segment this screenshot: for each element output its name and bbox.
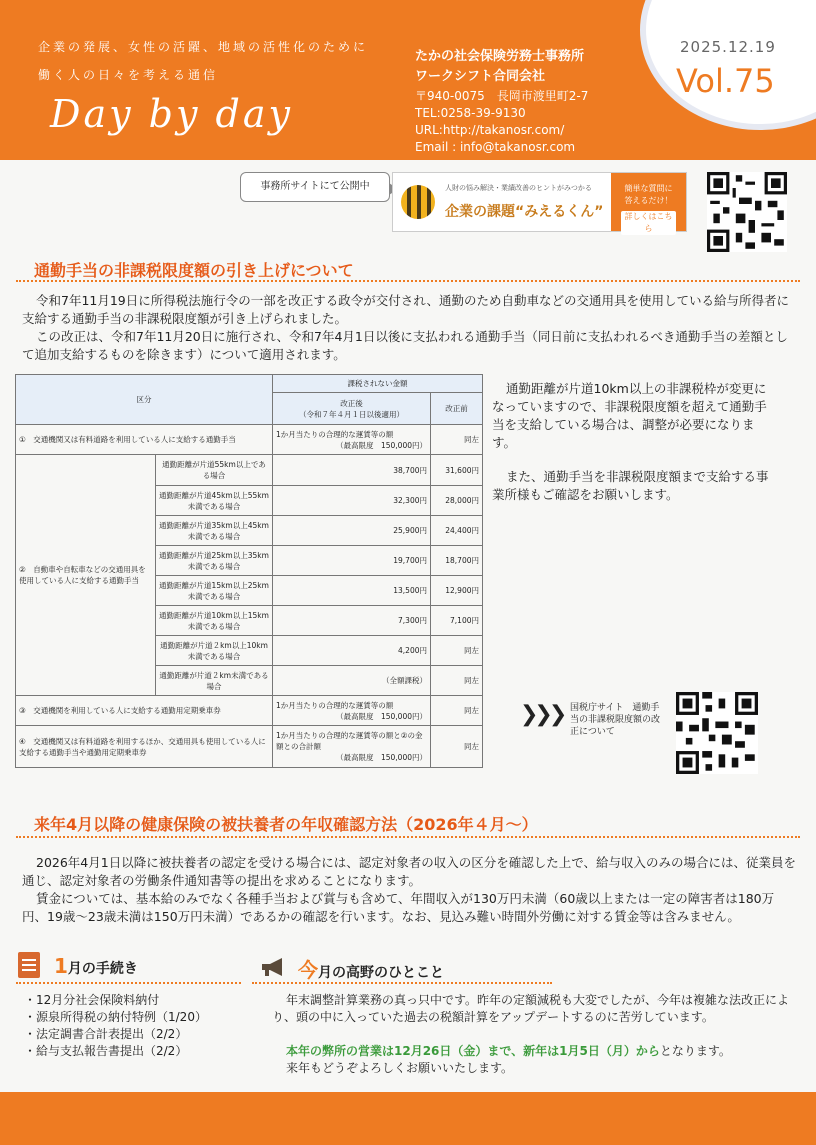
hitokoto-business-hours: 本年の弊所の営業は12月26日（金）まで、新年は1月5日（月）から — [286, 1044, 660, 1058]
row2-after: 13,500円 — [273, 576, 431, 606]
row2-distance: 通勤距離が片道25km以上35km未満である場合 — [156, 546, 273, 576]
slogan-line-1: 企業の発展、女性の活躍、地域の活性化のために — [38, 40, 369, 54]
row2-after: 25,900円 — [273, 516, 431, 546]
issue-volume: Vol.75 — [676, 62, 775, 100]
site-qr-code-icon[interactable] — [707, 172, 787, 252]
row1-before: 同左 — [431, 425, 483, 455]
section1-paragraph-1: 令和7年11月19日に所得税法施行令の一部を改正する政令が交付され、通勤のため自動車などの交通用具を使用している給与所得者に支給する通勤手当の非課税限度額が引き上げられました。 — [22, 293, 790, 326]
mierukun-banner[interactable] — [392, 172, 687, 232]
row1-after-line2: （最高限度 150,000円） — [335, 440, 427, 450]
hitokoto-title — [298, 954, 444, 983]
notebook-icon — [18, 952, 40, 978]
row3-after — [273, 696, 431, 726]
row2-after: 32,300円 — [273, 486, 431, 516]
section2-heading — [16, 812, 800, 838]
banner-btn-line2: 答えるだけ！ — [624, 196, 673, 205]
list-item: ・12月分社会保険料納付 — [24, 993, 160, 1007]
row2-before: 12,900円 — [431, 576, 483, 606]
newsletter-logo: Day by day — [50, 92, 293, 136]
row3-after-line2: （最高限度 150,000円） — [335, 711, 427, 721]
tasks-title-number: 1 — [54, 954, 68, 978]
row2-distance: 通勤距離が片道55km以上である場合 — [156, 455, 273, 486]
contact-info — [415, 88, 588, 156]
row2-distance: 通勤距離が片道10km以上15km未満である場合 — [156, 606, 273, 636]
row2-before: 31,600円 — [431, 455, 483, 486]
slogan-line-2: 働く人の日々を考える通信 — [38, 68, 219, 82]
list-item: ・法定調書合計表提出（2/2） — [24, 1027, 188, 1041]
row4-after-line1: 1か月当たりの合理的な運賃等の額と②の金額との合計額 — [276, 731, 423, 751]
banner-title: 企業の課題“みえるくん” — [445, 204, 604, 220]
phone-number: TEL:0258-39-9130 — [415, 106, 526, 120]
header-band — [0, 0, 816, 160]
banner-detail-button[interactable] — [611, 173, 686, 231]
header-after-sub: （令和７年４月１日以後適用） — [299, 409, 404, 419]
nta-qr-code-icon[interactable] — [676, 692, 758, 774]
hitokoto-title-text: 月の高野のひとこと — [318, 965, 444, 981]
row2-distance: 通勤距離が片道35km以上45km未満である場合 — [156, 516, 273, 546]
postal-address: 〒940-0075 長岡市渡里町2-7 — [415, 89, 589, 103]
office-name: たかの社会保険労務士事務所 — [415, 49, 585, 64]
section2-title: 来年4月以降の健康保険の被扶養者の年収確認方法（2026年４月～） — [34, 815, 538, 834]
row2-after: 19,700円 — [273, 546, 431, 576]
banner-btn-line1: 簡単な質問に — [624, 184, 673, 193]
hitokoto-paragraph-2-rest: となります。 — [659, 1044, 731, 1058]
section1-heading — [16, 258, 800, 282]
banner-tagline: 人財の悩み解決・業績改善のヒントがみつかる — [445, 184, 592, 192]
list-item: ・給与支払報告書提出（2/2） — [24, 1044, 188, 1058]
header-after-revision — [273, 393, 431, 425]
section1-paragraph-2: この改正は、令和7年11月20日に施行され、令和7年4月1日以後に支払われる通勤手当（同日前に支払われるべき通勤手当の差額として追加支給するものを除きます）について適用されます。 — [22, 329, 788, 362]
hitokoto-underline — [252, 982, 552, 984]
site-callout: 事務所サイトにて公開中 — [240, 172, 390, 202]
row2-before: 24,400円 — [431, 516, 483, 546]
hitokoto-title-big: 今 — [298, 958, 318, 982]
banner-btn-line3: 詳しくはこちら — [621, 211, 676, 235]
chevrons-right-icon: ❯❯❯ — [520, 702, 564, 727]
row2-before: 18,700円 — [431, 546, 483, 576]
tasks-title — [54, 954, 138, 978]
issue-date: 2025.12.19 — [680, 38, 776, 56]
header-before-revision: 改正前 — [431, 393, 483, 425]
tasks-underline — [16, 982, 241, 984]
website-url[interactable]: URL:http://takanosr.com/ — [415, 123, 565, 137]
row2-before: 7,100円 — [431, 606, 483, 636]
row2-after: 4,200円 — [273, 636, 431, 666]
list-item: ・源泉所得税の納付特例（1/20） — [24, 1010, 207, 1024]
company-name: ワークシフト合同会社 — [415, 69, 546, 84]
row2-before: 28,000円 — [431, 486, 483, 516]
section2-paragraph-1: 2026年4月1日以降に被扶養者の認定を受ける場合には、認定対象者の収入の区分を確認した上で、給与収入のみの場合には、従業員を通じ、認定対象者の労働条件通知書等の提出を求めることになります。 — [22, 855, 796, 888]
row2-before: 同左 — [431, 636, 483, 666]
row1-after-line1: 1か月当たりの合理的な運賃等の額 — [276, 429, 394, 439]
header-nontaxable-amount: 課税されない金額 — [273, 375, 483, 393]
row4-label: ④ 交通機関又は有料道路を利用するほか、交通用具も使用している人に支給する通勤手当や通勤用定期乗車券 — [16, 726, 273, 768]
section2-paragraph-2: 賃金については、基本給のみでなく各種手当および賞与も含めて、年間収入が130万円未満（60歳以上または一定の障害者は180万円、19歳～23歳未満は150万円未満）であるかの確認を行います。なお、見込み難い時間外労働に対する賃金等は含みません。 — [22, 891, 775, 924]
row2-label: ② 自動車や自転車などの交通用具を使用している人に支給する通勤手当 — [16, 455, 156, 696]
header-after-label: 改正後 — [340, 398, 363, 408]
row3-before: 同左 — [431, 696, 483, 726]
row1-label: ① 交通機関又は有料道路を利用している人に支給する通勤手当 — [16, 425, 273, 455]
nta-site-label[interactable]: 国税庁サイト 通勤手当の非課税限度額の改正について — [570, 703, 661, 737]
bee-icon — [401, 185, 435, 219]
row4-before: 同左 — [431, 726, 483, 768]
tasks-title-text: 月の手続き — [67, 961, 138, 977]
row4-after — [273, 726, 431, 768]
row2-after: 38,700円 — [273, 455, 431, 486]
hitokoto-paragraph-1: 年末調整計算業務の真っ只中です。昨年の定額減税も大変でしたが、今年は複雑な法改正により、頭の中に入っていた過去の税額計算をアップデートするのに苦労しています。 — [272, 993, 790, 1024]
row2-before: 同左 — [431, 666, 483, 696]
row2-after: 7,300円 — [273, 606, 431, 636]
tasks-list — [24, 992, 207, 1060]
email-address[interactable]: Email : info@takanosr.com — [415, 140, 576, 154]
row2-distance: 通勤距離が片道15km以上25km未満である場合 — [156, 576, 273, 606]
header-kubun: 区分 — [16, 375, 273, 425]
row2-distance: 通勤距離が片道45km以上55km未満である場合 — [156, 486, 273, 516]
row4-after-line2: （最高限度 150,000円） — [335, 753, 427, 762]
hitokoto-paragraph-3: 来年もどうぞよろしくお願いいたします。 — [286, 1061, 514, 1075]
megaphone-icon — [260, 956, 288, 978]
row3-after-line1: 1か月当たりの合理的な運賃等の額 — [276, 700, 394, 710]
row1-after — [273, 425, 431, 455]
side-note-2: また、通勤手当を非課税限度額まで支給する事業所様もご確認をお願いします。 — [492, 469, 769, 502]
row2-after: （全額課税） — [273, 666, 431, 696]
section1-title: 通勤手当の非課税限度額の引き上げについて — [34, 261, 354, 280]
footer-band — [0, 1092, 816, 1145]
commute-allowance-table — [15, 374, 483, 768]
row3-label: ③ 交通機関を利用している人に支給する通勤用定期乗車券 — [16, 696, 273, 726]
row2-distance: 通勤距離が片道２km未満である場合 — [156, 666, 273, 696]
side-note-1: 通勤距離が片道10km以上の非課税枠が変更になっていますので、非課税限度額を超えて通勤手当を支給している場合は、調整が必要になります。 — [492, 381, 767, 450]
hitokoto-paragraph-2 — [272, 1043, 812, 1060]
row2-distance: 通勤距離が片道２km以上10km未満である場合 — [156, 636, 273, 666]
